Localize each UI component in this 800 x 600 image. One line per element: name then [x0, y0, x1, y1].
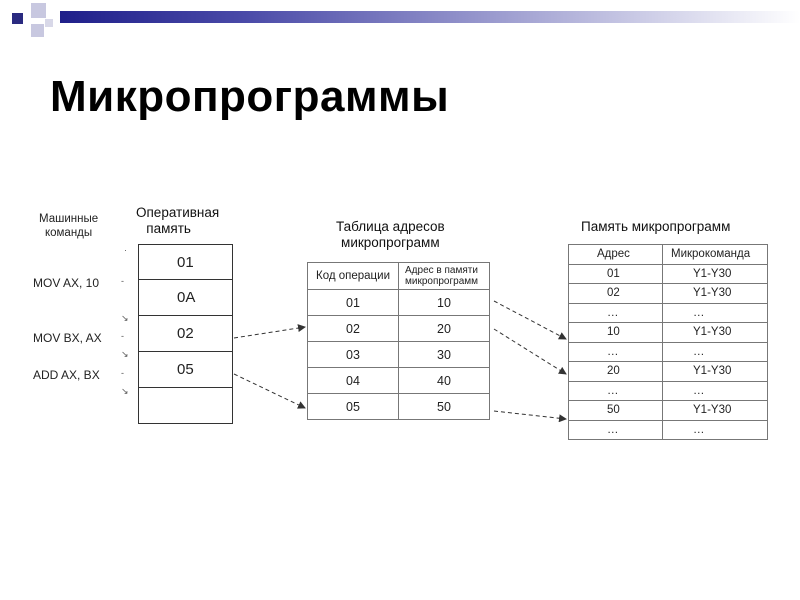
header-address-line1: Адрес в памяти — [405, 265, 478, 276]
arrow-ram02-to-opcode02 — [234, 327, 305, 338]
opcode-cell: 01 — [308, 290, 399, 316]
addr-cell: 50 — [569, 401, 663, 421]
ram-heading-line2: память — [146, 221, 191, 236]
tick-mark: - — [121, 276, 124, 286]
addr-cell: 02 — [569, 284, 663, 304]
header-microcommand: Микрокоманда — [663, 245, 768, 265]
arrow-addr50-to-mem50 — [494, 411, 566, 419]
opcode-cell: 05 — [308, 394, 399, 420]
machine-commands-line1: Машинные — [39, 213, 99, 225]
opcode-cell: 04 — [308, 368, 399, 394]
address-cell: 10 — [399, 290, 490, 316]
opcode-cell: 02 — [308, 316, 399, 342]
address-cell: 50 — [399, 394, 490, 420]
microcommand-cell: Y1-Y30 — [663, 362, 768, 382]
command-add-ax: ADD AX, BX — [33, 368, 100, 382]
microcommand-cell: Y1-Y30 — [663, 401, 768, 421]
ram-heading-line1: Оперативная — [136, 205, 220, 220]
tick-mark: · — [124, 245, 127, 255]
address-cell: 30 — [399, 342, 490, 368]
ram-cell: 01 — [138, 244, 233, 280]
header-address-line2: микропрограмм — [405, 276, 479, 287]
header-addr: Адрес — [569, 245, 663, 265]
tick-mark: ↘ — [121, 349, 129, 359]
addr-table-heading-line1: Таблица адресов — [336, 219, 445, 234]
addr-cell: 01 — [569, 264, 663, 284]
arrow-addr20-to-mem20 — [494, 329, 566, 374]
addr-cell: … — [569, 342, 663, 362]
slide-title: Микропрограммы — [50, 72, 450, 121]
micro-memory-heading: Память микропрограмм — [581, 219, 731, 234]
ram-cell: 05 — [138, 352, 233, 388]
address-cell: 40 — [399, 368, 490, 394]
addr-cell: 10 — [569, 323, 663, 343]
machine-commands-line2: команды — [44, 227, 93, 239]
arrow-ram05-to-opcode05 — [234, 374, 305, 408]
addr-cell: … — [569, 303, 663, 323]
microcommand-cell: … — [663, 381, 768, 401]
tick-mark: ↘ — [121, 313, 129, 323]
opcode-cell: 03 — [308, 342, 399, 368]
addr-cell: … — [569, 381, 663, 401]
addr-cell: 20 — [569, 362, 663, 382]
microcommand-cell: Y1-Y30 — [663, 264, 768, 284]
command-mov-ax: MOV AX, 10 — [33, 276, 100, 290]
addr-table-heading-line2: микропрограмм — [341, 235, 440, 250]
ram-cell: 0A — [138, 280, 233, 316]
microcommand-cell: … — [663, 303, 768, 323]
ram-cell: 02 — [138, 316, 233, 352]
tick-mark: - — [121, 331, 124, 341]
arrow-addr10-to-mem10 — [494, 301, 566, 339]
command-mov-bx: MOV BX, AX — [33, 331, 102, 345]
microcommand-cell: … — [663, 420, 768, 440]
microcommand-cell: … — [663, 342, 768, 362]
microcommand-cell: Y1-Y30 — [663, 323, 768, 343]
microcommand-cell: Y1-Y30 — [663, 284, 768, 304]
tick-mark: ↘ — [121, 386, 129, 396]
header-opcode: Код операции — [308, 263, 399, 290]
address-cell: 20 — [399, 316, 490, 342]
tick-mark: - — [121, 368, 124, 378]
addr-cell: … — [569, 420, 663, 440]
